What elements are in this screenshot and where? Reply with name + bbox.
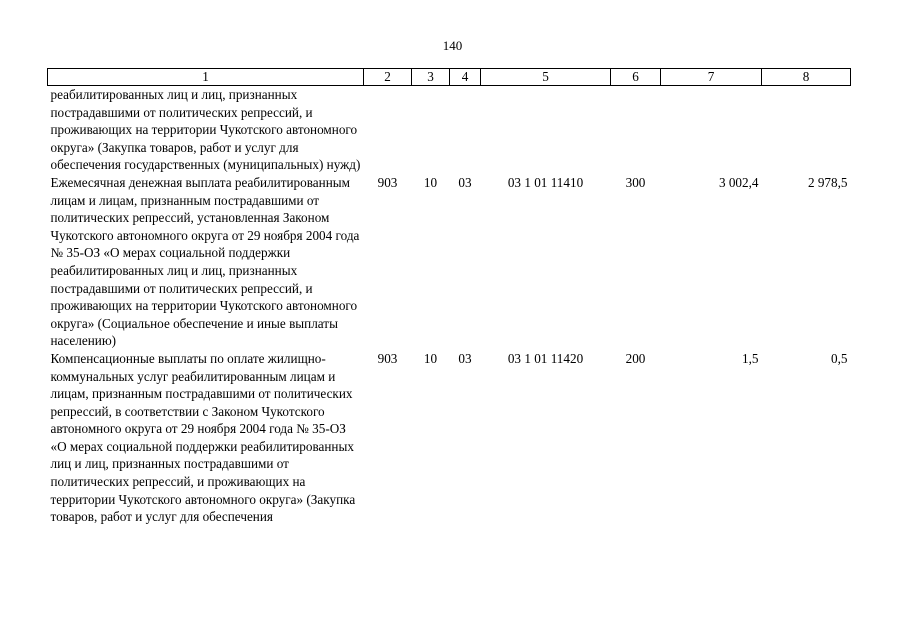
row-target-article [481, 86, 611, 174]
column-header-4: 4 [450, 69, 481, 86]
row-amount-7 [661, 86, 762, 174]
row-section: 10 [423, 350, 438, 366]
column-header-8: 8 [762, 69, 851, 86]
page-number: 140 [442, 38, 463, 53]
row-admin-code: 903 [377, 350, 398, 366]
column-header-3: 3 [412, 69, 450, 86]
row-admin-code: 903 [377, 174, 398, 190]
header-row [48, 69, 851, 86]
column-header-6: 6 [611, 69, 661, 86]
row-subsection: 03 [458, 350, 472, 366]
row-description: Ежемесячная денежная выплата реабилитированным лицам и лицам, признанным пострадавшими от политических репрессий, установленная Законом Чукотского автономного округа от 29 ноября 2004 года № 35-ОЗ «О мерах социальной поддержки реабилитированных лиц и лиц, признанных пострадавшими от политических репрессий, и проживающих на территории Чукотского автономного округа» (Социальное обеспечение и иные выплаты населению) [50, 174, 360, 349]
row-description: Компенсационные выплаты по оплате жилищно-коммунальных услуг реабилитированным лицам и лицам, признанным пострадавшими от политических репрессий, в соответствии с Законом Чукотского автономного округа от 29 ноября 2004 года № 35-ОЗ «О мерах социальной поддержки реабилитированных лиц и лиц, признанных пострадавшими от политических репрессий, и проживающих на территории Чукотского автономного округа» (Закупка товаров, работ и услуг для обеспечения [50, 350, 356, 525]
budget-table [47, 68, 851, 526]
row-subsection [450, 86, 481, 174]
row-description: реабилитированных лиц и лиц, признанных пострадавшими от политических репрессий, и проживающих на территории Чукотского автономного округа» (Закупка товаров, работ и услуг для обеспечения государственных (муниципальных) нужд) [50, 87, 361, 173]
row-target-article: 03 1 01 11410 [507, 174, 584, 190]
row-subsection: 03 [458, 174, 472, 190]
row-amount-8: 2 978,5 [807, 174, 848, 190]
row-expense-type [611, 86, 661, 174]
table-row [48, 350, 851, 526]
table-row [48, 174, 851, 350]
row-section [412, 86, 450, 174]
row-amount-7: 1,5 [742, 350, 759, 366]
row-expense-type: 300 [625, 174, 646, 190]
column-header-7: 7 [661, 69, 762, 86]
column-header-1: 1 [48, 69, 364, 86]
row-amount-8: 0,5 [831, 350, 848, 366]
table-row [48, 86, 851, 174]
row-amount-8 [762, 86, 851, 174]
column-header-5: 5 [481, 69, 611, 86]
row-expense-type: 200 [625, 350, 646, 366]
row-section: 10 [423, 174, 438, 190]
column-header-2: 2 [364, 69, 412, 86]
row-target-article: 03 1 01 11420 [507, 350, 584, 366]
row-admin-code [364, 86, 412, 174]
row-amount-7: 3 002,4 [718, 174, 759, 190]
